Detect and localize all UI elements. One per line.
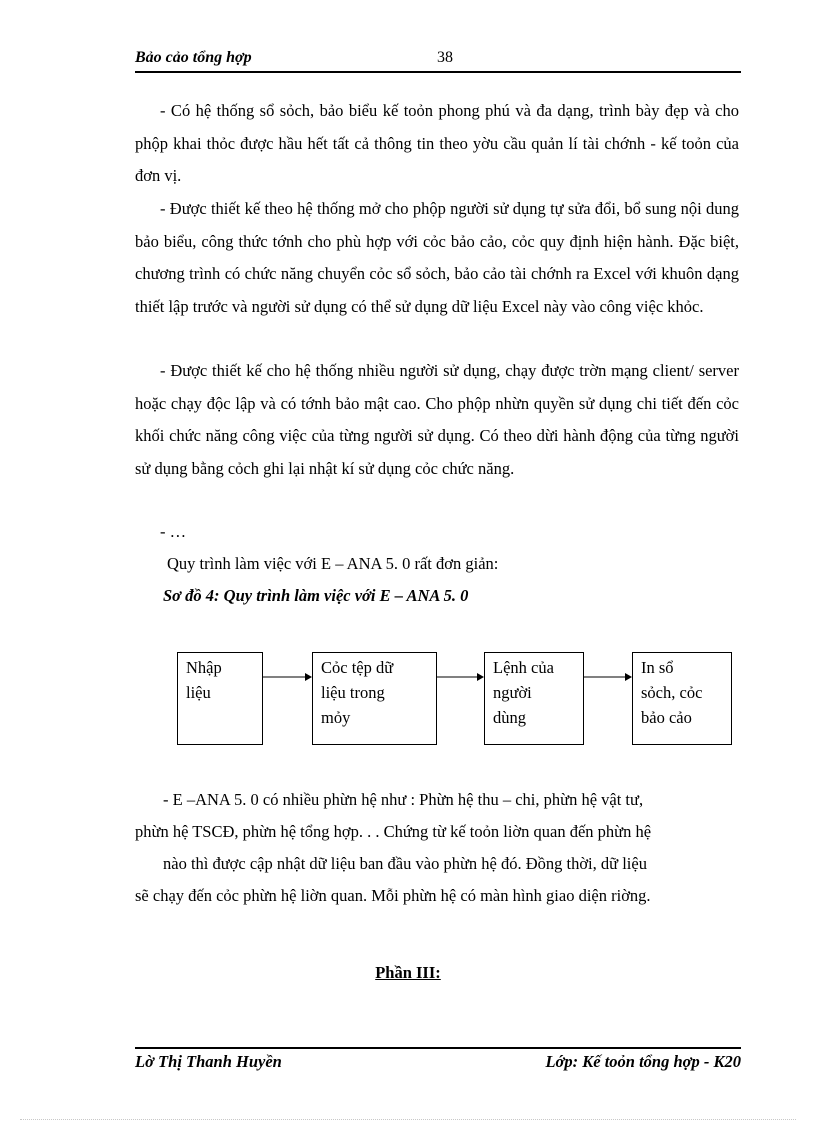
paragraph-3 [135, 355, 739, 485]
flow-box-line: In sổ [641, 658, 674, 677]
diagram-caption: Sơ đồ 4: Quy trình làm việc với E – ANA 5. 0 [163, 586, 469, 605]
footer-author: Lờ Thị Thanh Huyền [135, 1052, 282, 1071]
page-number: 38 [437, 49, 453, 66]
page-bottom-divider [20, 1119, 796, 1120]
flow-arrow-icon [437, 670, 485, 684]
flow-box-print-reports [632, 652, 732, 745]
flow-box-line: liệu [186, 683, 211, 702]
paragraph-2-text: - Được thiết kế theo hệ thống mở cho phộp người sử dụng tự sửa đổi, bổ sung nội dung bảo biểu, công thức tớnh cho phù hợp với cỏc bảo cảo, cỏc quy định hiện hành. Đặc biệt, chương trình có chức năng chuyển cỏc sổ sỏch, bảo cảo tài chớnh ra Excel với khuôn dạng thiết lập trước và người sử dụng có thể sử dụng dữ liệu Excel này vào công việc khỏc. [135, 199, 739, 316]
flow-box-line: Cỏc tệp dữ [321, 658, 394, 677]
flow-box-line: liệu trong [321, 683, 385, 702]
header-title: Bảo cảo tổng hợp [135, 49, 252, 66]
flow-box-line: Nhập [186, 658, 222, 677]
page-header [135, 49, 741, 73]
paragraph-3-text: - Được thiết kế cho hệ thống nhiều người sử dụng, chạy được trờn mạng client/ server hoặc chạy độc lập và có tớnh bảo mật cao. Cho phộp nhừn quyền sử dụng chi tiết đến cỏc khối chức năng công việc của từng người sử dụng. Có theo dừi hành động của từng người sử dụng bằng cỏch ghi lại nhật kí sử dụng cỏc chức năng. [135, 361, 739, 478]
section-heading-text: Phần III: [375, 963, 441, 982]
flow-box-data-files [312, 652, 437, 745]
bottom-paragraph-line: nào thì được cập nhật dữ liệu ban đầu vào phừn hệ đó. Đồng thời, dữ liệu [163, 854, 647, 873]
paragraph-1-text: - Có hệ thống sổ sỏch, bảo biểu kế toỏn phong phú và đa dạng, trình bày đẹp và cho phộp khai thỏc được hầu hết tất cả thông tin theo yờu cầu quản lí tài chớnh - kế toỏn của đơn vị. [135, 101, 739, 185]
flow-box-line: người [493, 683, 532, 702]
footer-class: Lớp: Kế toỏn tổng hợp - K20 [545, 1052, 741, 1071]
paragraph-2 [135, 193, 739, 323]
flow-box-line: mỏy [321, 708, 351, 727]
flow-arrow-icon [584, 670, 633, 684]
bottom-paragraph-line: - E –ANA 5. 0 có nhiều phừn hệ như : Phừn hệ thu – chi, phừn hệ vật tư, [163, 790, 644, 809]
flow-box-line: dùng [493, 708, 526, 727]
flow-arrow-icon [263, 670, 313, 684]
section-heading [0, 963, 816, 983]
flow-box-line: Lệnh của [493, 658, 554, 677]
paragraph-1 [135, 95, 739, 193]
bottom-paragraph-line: sẽ chạy đến cỏc phừn hệ liờn quan. Mỗi phừn hệ có màn hình giao diện riờng. [135, 886, 651, 905]
ellipsis-line: - … [160, 522, 187, 541]
flow-box-user-command [484, 652, 584, 745]
intro-line: Quy trình làm việc với E – ANA 5. 0 rất đơn giản: [167, 554, 499, 573]
flow-box-line: bảo cảo [641, 708, 692, 727]
flow-box-data-entry [177, 652, 263, 745]
bottom-paragraph-line: phừn hệ TSCĐ, phừn hệ tổng hợp. . . Chứng từ kế toỏn liờn quan đến phừn hệ [135, 822, 652, 841]
flow-box-line: sỏch, cỏc [641, 683, 703, 702]
footer-rule [135, 1047, 741, 1049]
